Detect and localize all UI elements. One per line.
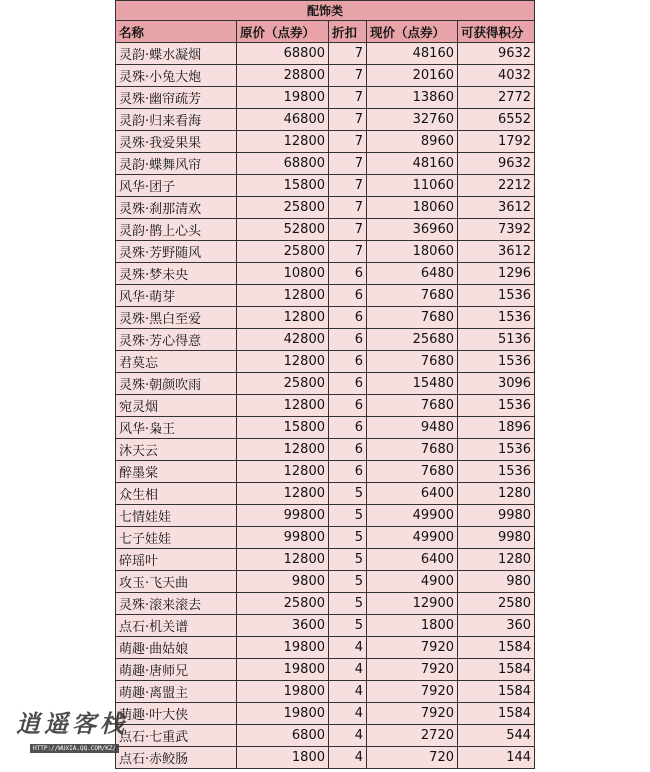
- table-row: [116, 571, 535, 593]
- cell-discount: 6: [329, 307, 367, 329]
- table-row: [116, 417, 535, 439]
- table-row: [116, 659, 535, 681]
- cell-discount: 6: [329, 417, 367, 439]
- cell-original-price: 6800: [237, 725, 329, 747]
- cell-points: 9632: [458, 43, 535, 65]
- table-row: [116, 439, 535, 461]
- cell-name: 点石·机关谱: [116, 615, 237, 637]
- cell-original-price: 99800: [237, 505, 329, 527]
- cell-current-price: 18060: [367, 241, 458, 263]
- table-title-row: [116, 1, 535, 21]
- cell-name: 七情娃娃: [116, 505, 237, 527]
- cell-name: 风华·团子: [116, 175, 237, 197]
- table-row: [116, 285, 535, 307]
- cell-original-price: 25800: [237, 593, 329, 615]
- table-row: [116, 197, 535, 219]
- cell-discount: 4: [329, 681, 367, 703]
- accessory-price-table: [115, 0, 535, 769]
- cell-original-price: 12800: [237, 131, 329, 153]
- cell-name: 宛灵烟: [116, 395, 237, 417]
- cell-original-price: 12800: [237, 307, 329, 329]
- table-row: [116, 637, 535, 659]
- cell-current-price: 8960: [367, 131, 458, 153]
- table-body: [116, 43, 535, 769]
- cell-name: 灵韵·蝶水凝烟: [116, 43, 237, 65]
- column-header-name: 名称: [116, 21, 237, 43]
- cell-name: 碎瑶叶: [116, 549, 237, 571]
- cell-original-price: 28800: [237, 65, 329, 87]
- cell-current-price: 7680: [367, 351, 458, 373]
- cell-points: 360: [458, 615, 535, 637]
- table-row: [116, 241, 535, 263]
- cell-discount: 5: [329, 483, 367, 505]
- cell-name: 灵殊·芳心得意: [116, 329, 237, 351]
- cell-current-price: 7680: [367, 307, 458, 329]
- cell-current-price: 12900: [367, 593, 458, 615]
- cell-name: 灵殊·刹那清欢: [116, 197, 237, 219]
- cell-points: 1584: [458, 659, 535, 681]
- cell-original-price: 15800: [237, 417, 329, 439]
- table-row: [116, 131, 535, 153]
- cell-points: 2212: [458, 175, 535, 197]
- cell-points: 7392: [458, 219, 535, 241]
- cell-original-price: 12800: [237, 549, 329, 571]
- cell-discount: 6: [329, 461, 367, 483]
- cell-original-price: 15800: [237, 175, 329, 197]
- cell-discount: 7: [329, 65, 367, 87]
- cell-current-price: 7920: [367, 703, 458, 725]
- cell-points: 9632: [458, 153, 535, 175]
- table-header-row: [116, 21, 535, 43]
- cell-original-price: 12800: [237, 351, 329, 373]
- cell-current-price: 7920: [367, 681, 458, 703]
- cell-original-price: 25800: [237, 241, 329, 263]
- cell-current-price: 6400: [367, 483, 458, 505]
- cell-original-price: 42800: [237, 329, 329, 351]
- cell-discount: 7: [329, 219, 367, 241]
- cell-discount: 5: [329, 505, 367, 527]
- cell-original-price: 12800: [237, 395, 329, 417]
- cell-current-price: 18060: [367, 197, 458, 219]
- cell-name: 萌趣·唐师兄: [116, 659, 237, 681]
- cell-name: 攻玉·飞天曲: [116, 571, 237, 593]
- cell-points: 5136: [458, 329, 535, 351]
- cell-name: 萌趣·曲姑娘: [116, 637, 237, 659]
- cell-points: 1792: [458, 131, 535, 153]
- cell-name: 沐天云: [116, 439, 237, 461]
- cell-original-price: 19800: [237, 637, 329, 659]
- cell-original-price: 12800: [237, 285, 329, 307]
- cell-points: 3612: [458, 197, 535, 219]
- cell-original-price: 9800: [237, 571, 329, 593]
- table-row: [116, 65, 535, 87]
- cell-discount: 7: [329, 175, 367, 197]
- cell-points: 1536: [458, 285, 535, 307]
- table-row: [116, 549, 535, 571]
- table-row: [116, 593, 535, 615]
- table-row: [116, 329, 535, 351]
- cell-current-price: 48160: [367, 153, 458, 175]
- table-row: [116, 109, 535, 131]
- cell-current-price: 7920: [367, 637, 458, 659]
- cell-original-price: 1800: [237, 747, 329, 769]
- cell-current-price: 7680: [367, 395, 458, 417]
- cell-current-price: 7680: [367, 461, 458, 483]
- table-row: [116, 681, 535, 703]
- cell-discount: 7: [329, 241, 367, 263]
- cell-name: 风华·萌芽: [116, 285, 237, 307]
- cell-discount: 6: [329, 439, 367, 461]
- cell-discount: 6: [329, 285, 367, 307]
- cell-original-price: 68800: [237, 153, 329, 175]
- table-row: [116, 219, 535, 241]
- table-row: [116, 395, 535, 417]
- cell-discount: 6: [329, 263, 367, 285]
- cell-name: 萌趣·离盟主: [116, 681, 237, 703]
- cell-name: 灵殊·芳野随风: [116, 241, 237, 263]
- cell-name: 灵殊·滚来滚去: [116, 593, 237, 615]
- cell-points: 1536: [458, 307, 535, 329]
- cell-current-price: 11060: [367, 175, 458, 197]
- cell-discount: 7: [329, 109, 367, 131]
- cell-points: 1584: [458, 637, 535, 659]
- cell-original-price: 99800: [237, 527, 329, 549]
- table-row: [116, 505, 535, 527]
- cell-points: 2580: [458, 593, 535, 615]
- table-row: [116, 725, 535, 747]
- cell-original-price: 19800: [237, 703, 329, 725]
- cell-current-price: 7680: [367, 439, 458, 461]
- cell-current-price: 48160: [367, 43, 458, 65]
- cell-points: 1896: [458, 417, 535, 439]
- table-row: [116, 747, 535, 769]
- cell-current-price: 2720: [367, 725, 458, 747]
- cell-original-price: 52800: [237, 219, 329, 241]
- cell-points: 544: [458, 725, 535, 747]
- table-row: [116, 351, 535, 373]
- table-row: [116, 263, 535, 285]
- cell-name: 醉墨棠: [116, 461, 237, 483]
- cell-discount: 5: [329, 615, 367, 637]
- cell-discount: 5: [329, 549, 367, 571]
- cell-points: 1536: [458, 439, 535, 461]
- cell-original-price: 46800: [237, 109, 329, 131]
- cell-discount: 6: [329, 395, 367, 417]
- cell-original-price: 19800: [237, 681, 329, 703]
- table-title: 配饰类: [116, 1, 535, 21]
- cell-points: 1536: [458, 351, 535, 373]
- cell-original-price: 12800: [237, 483, 329, 505]
- cell-name: 君莫忘: [116, 351, 237, 373]
- watermark-logo-text: 逍遥客栈: [16, 709, 128, 738]
- cell-name: 灵殊·朝颜吹雨: [116, 373, 237, 395]
- cell-discount: 4: [329, 725, 367, 747]
- cell-current-price: 6400: [367, 549, 458, 571]
- table-row: [116, 153, 535, 175]
- cell-original-price: 12800: [237, 439, 329, 461]
- cell-name: 灵殊·梦未央: [116, 263, 237, 285]
- cell-discount: 4: [329, 703, 367, 725]
- cell-name: 灵韵·鹊上心头: [116, 219, 237, 241]
- cell-discount: 5: [329, 527, 367, 549]
- cell-points: 4032: [458, 65, 535, 87]
- cell-points: 3096: [458, 373, 535, 395]
- cell-discount: 7: [329, 197, 367, 219]
- cell-points: 9980: [458, 505, 535, 527]
- cell-original-price: 3600: [237, 615, 329, 637]
- column-header-discount: 折扣: [329, 21, 367, 43]
- cell-discount: 6: [329, 351, 367, 373]
- cell-name: 点石·七重武: [116, 725, 237, 747]
- cell-discount: 4: [329, 637, 367, 659]
- column-header-points: 可获得积分: [458, 21, 535, 43]
- cell-discount: 7: [329, 131, 367, 153]
- cell-current-price: 49900: [367, 505, 458, 527]
- cell-points: 3612: [458, 241, 535, 263]
- cell-original-price: 12800: [237, 461, 329, 483]
- cell-name: 萌趣·叶大侠: [116, 703, 237, 725]
- cell-original-price: 19800: [237, 87, 329, 109]
- watermark-url: HTTP://WUXIA.QQ.COM/KZ/: [30, 744, 119, 753]
- cell-discount: 5: [329, 571, 367, 593]
- cell-current-price: 15480: [367, 373, 458, 395]
- cell-name: 灵殊·幽帘疏芳: [116, 87, 237, 109]
- table-row: [116, 43, 535, 65]
- cell-original-price: 25800: [237, 373, 329, 395]
- cell-points: 2772: [458, 87, 535, 109]
- table-row: [116, 307, 535, 329]
- cell-current-price: 13860: [367, 87, 458, 109]
- cell-points: 1536: [458, 395, 535, 417]
- cell-points: 1584: [458, 681, 535, 703]
- cell-discount: 6: [329, 373, 367, 395]
- cell-name: 灵韵·归来看海: [116, 109, 237, 131]
- cell-discount: 7: [329, 43, 367, 65]
- cell-name: 灵韵·蝶舞风帘: [116, 153, 237, 175]
- table-row: [116, 483, 535, 505]
- table-row: [116, 87, 535, 109]
- cell-points: 980: [458, 571, 535, 593]
- cell-current-price: 9480: [367, 417, 458, 439]
- cell-discount: 6: [329, 329, 367, 351]
- cell-points: 9980: [458, 527, 535, 549]
- table-row: [116, 461, 535, 483]
- cell-discount: 4: [329, 747, 367, 769]
- cell-current-price: 720: [367, 747, 458, 769]
- cell-points: 1280: [458, 549, 535, 571]
- table-row: [116, 175, 535, 197]
- cell-points: 144: [458, 747, 535, 769]
- cell-current-price: 7920: [367, 659, 458, 681]
- cell-name: 风华·枭王: [116, 417, 237, 439]
- cell-points: 1584: [458, 703, 535, 725]
- column-header-original-price: 原价（点券）: [237, 21, 329, 43]
- cell-points: 1296: [458, 263, 535, 285]
- cell-name: 点石·赤鲛肠: [116, 747, 237, 769]
- cell-original-price: 68800: [237, 43, 329, 65]
- cell-discount: 5: [329, 593, 367, 615]
- cell-name: 灵殊·黑白至爱: [116, 307, 237, 329]
- cell-points: 1536: [458, 461, 535, 483]
- cell-current-price: 49900: [367, 527, 458, 549]
- table-row: [116, 615, 535, 637]
- column-header-current-price: 现价（点券）: [367, 21, 458, 43]
- cell-original-price: 10800: [237, 263, 329, 285]
- cell-name: 灵殊·我爱果果: [116, 131, 237, 153]
- cell-discount: 7: [329, 87, 367, 109]
- cell-current-price: 32760: [367, 109, 458, 131]
- cell-original-price: 25800: [237, 197, 329, 219]
- cell-current-price: 20160: [367, 65, 458, 87]
- cell-current-price: 36960: [367, 219, 458, 241]
- table-row: [116, 373, 535, 395]
- cell-current-price: 6480: [367, 263, 458, 285]
- cell-current-price: 4900: [367, 571, 458, 593]
- price-table-container: [115, 0, 534, 769]
- table-row: [116, 527, 535, 549]
- cell-points: 6552: [458, 109, 535, 131]
- cell-discount: 7: [329, 153, 367, 175]
- cell-name: 灵殊·小兔大炮: [116, 65, 237, 87]
- table-row: [116, 703, 535, 725]
- cell-name: 众生相: [116, 483, 237, 505]
- cell-original-price: 19800: [237, 659, 329, 681]
- cell-current-price: 25680: [367, 329, 458, 351]
- cell-points: 1280: [458, 483, 535, 505]
- cell-name: 七子娃娃: [116, 527, 237, 549]
- cell-current-price: 7680: [367, 285, 458, 307]
- cell-discount: 4: [329, 659, 367, 681]
- cell-current-price: 1800: [367, 615, 458, 637]
